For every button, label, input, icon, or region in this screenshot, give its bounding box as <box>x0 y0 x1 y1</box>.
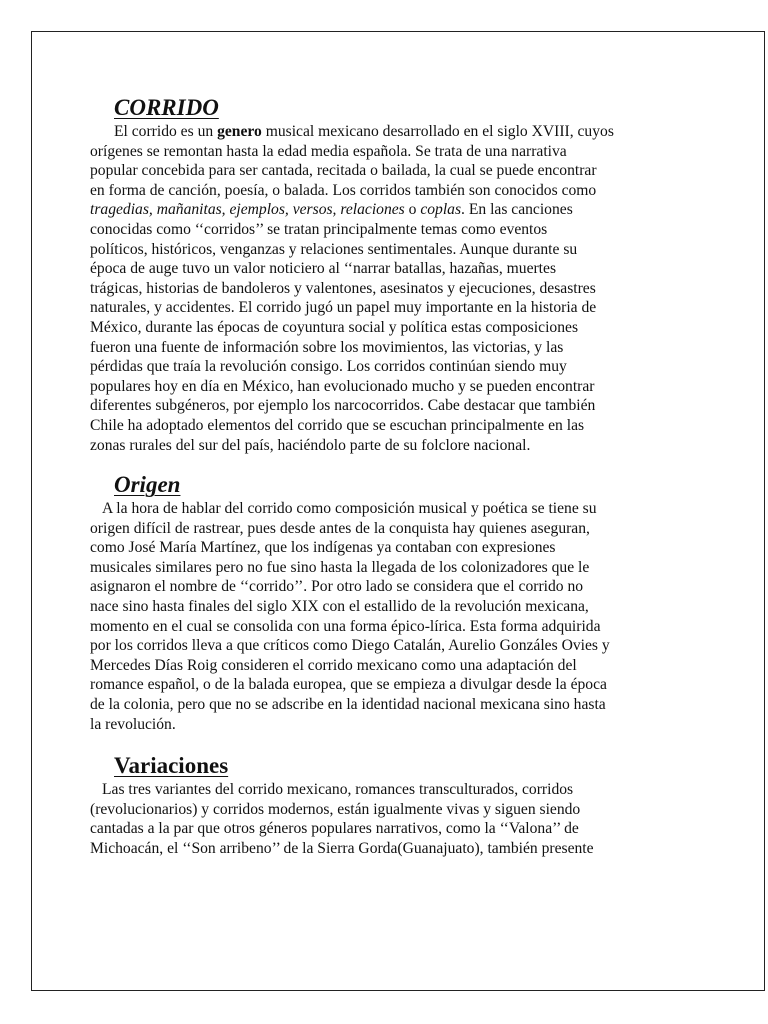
section-paragraph-variaciones <box>90 780 702 858</box>
paragraph-line: de la colonia, pero que no se adscribe en la identidad nacional mexicana sino hasta <box>90 696 606 714</box>
paragraph-line: la revolución. <box>90 715 176 733</box>
paragraph-line: cantadas a la par que otros géneros populares narrativos, como la ‘‘Valona’’ de <box>90 820 579 838</box>
document-content <box>90 94 702 859</box>
paragraph-line: populares hoy en día en México, han evolucionado mucho y se pueden encontrar <box>90 377 595 395</box>
paragraph-line: Las tres variantes del corrido mexicano, romances transculturados, corridos <box>102 781 574 799</box>
paragraph-line: pérdidas que traía la revolución consigo. Los corridos continúan siendo muy <box>90 358 567 376</box>
paragraph-line: políticos, históricos, venganzas y relaciones sentimentales. Aunque durante su <box>90 240 578 258</box>
section-paragraph-corrido <box>90 122 702 455</box>
paragraph-line: fueron una fuente de información sobre los movimientos, las victorias, y las <box>90 338 564 356</box>
paragraph-line: popular concebida para ser cantada, recitada o bailada, la cual se puede encontrar <box>90 162 597 180</box>
paragraph-line: romance español, o de la balada europea, que se empieza a divulgar desde la época <box>90 676 607 694</box>
paragraph-line: época de auge tuvo un valor noticiero al ‘‘narrar batallas, hazañas, muertes <box>90 260 557 278</box>
paragraph-line: momento en el cual se consolida con una forma épico-lírica. Esta forma adquirida <box>90 617 601 635</box>
bold-term: genero <box>217 123 262 140</box>
paragraph-line: Mercedes Días Roig consideren el corrido mexicano como una adaptación del <box>90 656 577 674</box>
section-paragraph-origen <box>90 499 702 734</box>
paragraph-line: origen difícil de rastrear, pues desde antes de la conquista hay quienes aseguran, <box>90 519 590 537</box>
paragraph-line: trágicas, historias de bandoleros y valentones, asesinatos y ejecuciones, desastres <box>90 279 596 297</box>
section-heading-corrido: CORRIDO <box>114 95 219 120</box>
paragraph-line: musicales similares pero no fue sino hasta la llegada de los colonizadores que le <box>90 558 590 576</box>
paragraph-line: tragedias, mañanitas, ejemplos, versos, relaciones o coplas. En las canciones <box>90 201 573 219</box>
italic-terms: tragedias, mañanitas, ejemplos, versos, relaciones <box>90 201 405 219</box>
paragraph-line: Chile ha adoptado elementos del corrido que se escuchan principalmente en las <box>90 416 585 434</box>
section-heading-origen: Origen <box>114 472 181 498</box>
paragraph-line: Michoacán, el ‘‘Son arribeno’’ de la Sierra Gorda(Guanajuato), también presente <box>90 840 594 857</box>
paragraph-line: como José María Martínez, que los indígenas ya contaban con expresiones <box>90 539 556 557</box>
paragraph-line: asignaron el nombre de ‘‘corrido’’. Por otro lado se considera que el corrido no <box>90 578 584 596</box>
document-page <box>31 31 765 991</box>
paragraph-line: en forma de canción, poesía, o balada. Los corridos también son conocidos como <box>90 181 597 199</box>
paragraph-line: orígenes se remontan hasta la edad media española. Se trata de una narrativa <box>90 142 567 160</box>
paragraph-line: El corrido es un genero musical mexicano desarrollado en el siglo XVIII, cuyos <box>114 123 614 140</box>
paragraph-line: por los corridos lleva a que críticos como Diego Catalán, Aurelio Gonzáles Ovies y <box>90 637 610 655</box>
paragraph-line: diferentes subgéneros, por ejemplo los narcocorridos. Cabe destacar que también <box>90 397 596 415</box>
paragraph-line: (revolucionarios) y corridos modernos, están igualmente vivas y siguen siendo <box>90 800 581 818</box>
paragraph-line: naturales, y accidentes. El corrido jugó un papel muy importante en la historia de <box>90 299 597 317</box>
paragraph-line: nace sino hasta finales del siglo XIX con el estallido de la revolución mexicana, <box>90 598 589 616</box>
paragraph-line: conocidas como ‘‘corridos’’ se tratan principalmente temas como eventos <box>90 220 548 238</box>
paragraph-line: A la hora de hablar del corrido como composición musical y poética se tiene su <box>102 500 597 518</box>
paragraph-line: zonas rurales del sur del país, haciéndolo parte de su folclore nacional. <box>90 436 531 454</box>
paragraph-line: México, durante las épocas de coyuntura social y política estas composiciones <box>90 318 579 336</box>
italic-term: coplas <box>420 201 462 219</box>
section-heading-variaciones: Variaciones <box>114 753 229 779</box>
